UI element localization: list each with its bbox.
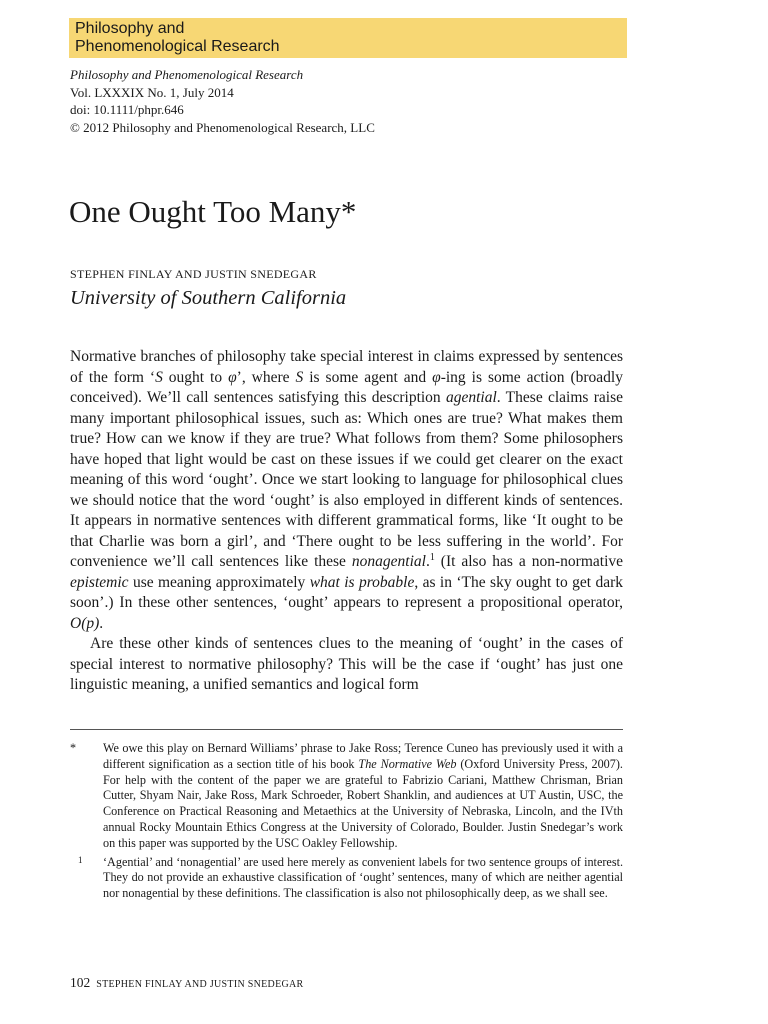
text-run: is some agent and bbox=[303, 368, 433, 386]
text-run: We owe this play on Bernard Williams’ phrase to Jake Ross; Terence Cuneo has previously used it with a different signification as a section title of his book bbox=[103, 741, 623, 771]
footnote-divider bbox=[70, 729, 623, 730]
text-run-italic: O(p) bbox=[70, 614, 100, 632]
text-run: -ing is some action (broadly conceived). We’ll call sentences satisfying this description bbox=[70, 368, 623, 406]
article-metadata bbox=[70, 66, 630, 136]
journal-banner-line2: Phenomenological Research bbox=[75, 38, 280, 55]
text-run-italic: what is probable bbox=[309, 573, 415, 591]
running-head: STEPHEN FINLAY AND JUSTIN SNEDEGAR bbox=[96, 979, 304, 990]
text-run-italic: agential bbox=[445, 389, 497, 406]
text-run-italic: φ bbox=[432, 368, 441, 386]
volume-info: Vol. LXXXIX No. 1, July 2014 bbox=[70, 84, 234, 100]
text-run-italic: The Normative Web bbox=[358, 756, 457, 771]
text-run: ’, where bbox=[236, 368, 296, 386]
copyright: © 2012 Philosophy and Phenomenological Research, LLC bbox=[70, 119, 375, 135]
page-number: 102 bbox=[70, 975, 91, 990]
text-run: ought to bbox=[162, 368, 229, 386]
text-run: . bbox=[99, 614, 104, 632]
author-affiliation: University of Southern California bbox=[70, 287, 347, 309]
article-authors: STEPHEN FINLAY AND JUSTIN SNEDEGAR bbox=[70, 267, 317, 281]
text-run: Normative branches of philosophy take special interest in claims expressed by sentences of the form ‘ bbox=[70, 348, 623, 386]
journal-banner-line1: Philosophy and bbox=[75, 20, 185, 37]
journal-name: Philosophy and Phenomenological Research bbox=[70, 67, 304, 82]
doi: doi: 10.1111/phpr.646 bbox=[70, 102, 184, 117]
text-run-italic: S bbox=[295, 368, 304, 386]
text-run-italic: nonagential bbox=[351, 553, 426, 570]
text-run-italic: epistemic bbox=[70, 573, 129, 591]
footnote-marker: * bbox=[70, 741, 77, 755]
text-run-italic: S bbox=[155, 368, 163, 386]
page-footer bbox=[70, 975, 304, 991]
text-run: (It also has a non-normative bbox=[434, 553, 623, 570]
footnote-text: ‘Agential’ and ‘nonagential’ are used here merely as convenient labels for two sentence groups of interest. They do not provide an exhaustive classification of ‘ought’ sentences, many of which are neither agential nor nonagential by these definitions. The classification is also not philosophically deep, as we shall see. bbox=[103, 854, 623, 901]
footnotes bbox=[70, 741, 623, 905]
footnote-text bbox=[103, 741, 623, 852]
footnote-1 bbox=[70, 855, 623, 902]
text-run: . These claims raise many important philosophical issues, such as: Which ones are true? What makes them true? How can we know if they are true? What follows from them? Some philosophers have hoped that light would be cast on these issues if we could get clearer on the exact meaning of this word ‘ought’. Once we start looking to language for philosophical clues we should notice that the word ‘ought’ is also employed in different kinds of sentences. It appears in normative sentences with different grammatical forms, like ‘It ought to be that Charlie was born a girl’, and ‘There ought to be less suffering in the world’. For convenience we’ll call sentences like these bbox=[70, 389, 623, 570]
text-run-italic: φ bbox=[228, 368, 237, 386]
journal-banner bbox=[69, 18, 627, 58]
text-run: (Oxford University Press, 2007). For help with the content of the paper we are grateful to Fabrizio Cariani, Matthew Chrisman, Brian Cutter, Shyam Nair, Jake Ross, Mark Schroeder, Robert Shanklin, and audiences at UT Austin, USC, the Conference on Practical Reasoning and Metaethics at the University of Nebraska, Lincoln, and the IVth annual Rocky Mountain Ethics Congress at the University of Colorado, Boulder. Justin Snedegar’s work on this paper was supported by the USC Oakley Fellowship. bbox=[103, 756, 623, 850]
text-run: . bbox=[425, 553, 430, 570]
text-run: , as in ‘The sky ought to get dark soon’.) In these other sentences, ‘ought’ appears to represent a propositional operator, bbox=[70, 573, 623, 611]
article-body bbox=[70, 347, 623, 696]
article-title: One Ought Too Many* bbox=[69, 194, 357, 229]
text-run: use meaning approximately bbox=[128, 573, 310, 591]
body-paragraph-1 bbox=[70, 347, 623, 634]
footnote-ref-1[interactable]: 1 bbox=[429, 551, 435, 563]
body-paragraph-2: Are these other kinds of sentences clues to the meaning of ‘ought’ in the cases of special interest to normative philosophy? This will be the case if ‘ought’ has just one linguistic meaning, a unified semantics and logical form bbox=[70, 635, 623, 693]
footnote-star bbox=[70, 741, 623, 852]
footnote-marker: 1 bbox=[78, 854, 83, 865]
